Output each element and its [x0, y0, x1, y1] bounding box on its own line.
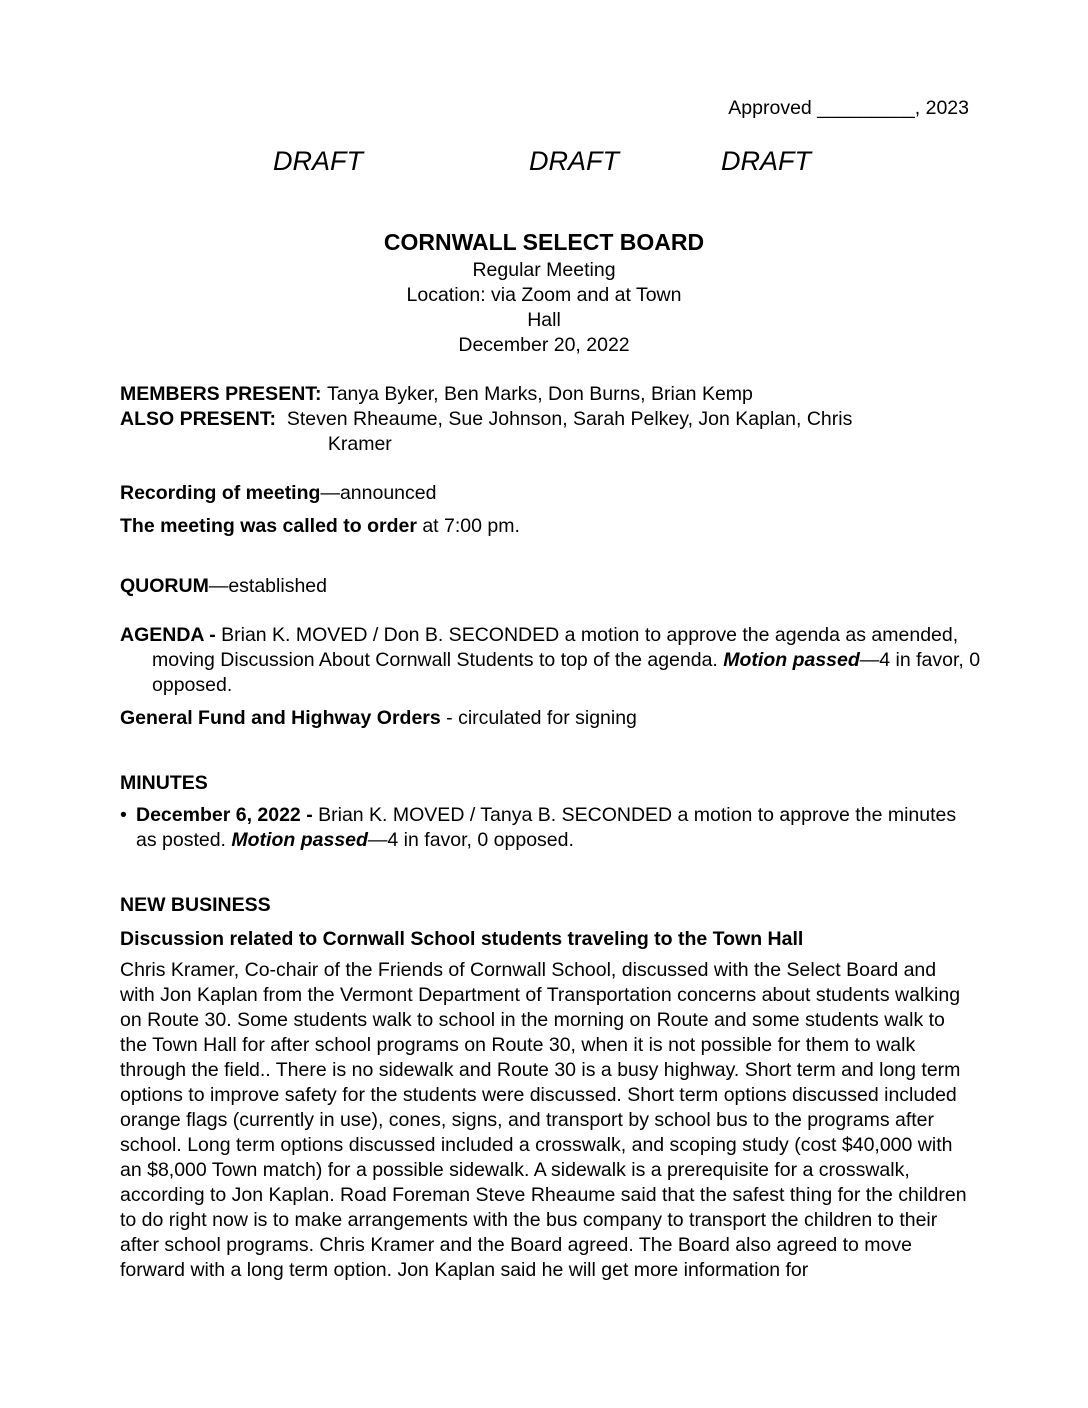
also-present-names [287, 407, 980, 457]
approval-line: Approved _________, 2023 [728, 97, 969, 119]
minutes-item-text [136, 803, 980, 853]
bullet-icon: • [120, 804, 127, 826]
general-fund-label: General Fund and Highway Orders [120, 707, 441, 729]
draft-watermark-3: DRAFT [721, 146, 811, 176]
meeting-location-line-2: Hall [527, 309, 561, 331]
minutes-item-label: December 6, 2022 - [136, 804, 319, 826]
document-header [0, 228, 1088, 358]
meeting-type: Regular Meeting [472, 259, 616, 281]
agenda-motion: Motion passed [723, 649, 860, 671]
agenda-text: Brian K. MOVED / Don B. SECONDED a motion to approve the agenda as amended, moving Discussion About Cornwall Students to top of the agenda. [152, 624, 959, 671]
quorum-note [120, 574, 980, 599]
new-business-body: Chris Kramer, Co-chair of the Friends of Cornwall School, discussed with the Select Board and with Jon Kaplan from the Vermont Department of Transportation concerns about students walking on Route 30. Some students walk to school in the morning on Route and some students walk to the Town Hall for after school programs on Route 30, when it is not possible for them to walk through the field.. There is no sidewalk and Route 30 is a busy highway. Short term and long term options to improve safety for the students were discussed. Short term options discussed included orange flags (currently in use), cones, signs, and transport by school bus to the programs after school. Long term options discussed included a crosswalk, and scoping study (cost $40,000 with an $8,000 Town match) for a possible sidewalk. A sidewalk is a prerequisite for a crosswalk, according to Jon Kaplan. Road Foreman Steve Rheaume said that the safest thing for the children to do right now is to make arrangements with the bus company to transport the children to their after school programs. Chris Kramer and the Board agreed. The Board also agreed to move forward with a long term option. Jon Kaplan said he will get more information for [120, 959, 967, 1281]
meeting-date: December 20, 2022 [458, 334, 630, 356]
agenda-paragraph [120, 623, 1012, 698]
minutes-item-body: Brian K. MOVED / Tanya B. SECONDED a motion to approve the minutes as posted. [136, 804, 957, 851]
minutes-heading: MINUTES [120, 772, 208, 794]
new-business-subheading: Discussion related to Cornwall School students traveling to the Town Hall [120, 928, 804, 950]
members-present-row [120, 382, 980, 407]
call-to-order-note [120, 514, 980, 539]
call-to-order-label: The meeting was called to order [120, 515, 417, 537]
general-fund-text: - circulated for signing [440, 707, 637, 729]
recording-text: —announced [320, 482, 437, 504]
minutes-item [120, 803, 980, 853]
draft-watermark-2: DRAFT [529, 146, 619, 176]
new-business-heading: NEW BUSINESS [120, 894, 271, 916]
meeting-location-line-1: Location: via Zoom and at Town [406, 284, 682, 306]
quorum-label: QUORUM [120, 575, 209, 597]
agenda-result: —4 in favor, 0 opposed. [152, 649, 981, 696]
attendance-section [120, 382, 980, 457]
members-present-names: Tanya Byker, Ben Marks, Don Burns, Brian Kemp [326, 383, 753, 405]
recording-label: Recording of meeting [120, 482, 321, 504]
minutes-motion: Motion passed [231, 829, 368, 851]
also-present-row [120, 407, 980, 457]
also-present-names-line-2: Kramer [327, 433, 392, 455]
members-present-label: MEMBERS PRESENT: [120, 383, 327, 405]
document-title: CORNWALL SELECT BOARD [383, 229, 705, 255]
recording-note [120, 481, 980, 506]
also-present-names-line-1: Steven Rheaume, Sue Johnson, Sarah Pelkey, Jon Kaplan, Chris [286, 408, 853, 430]
quorum-text: —established [208, 575, 327, 597]
general-fund-note [120, 706, 980, 731]
agenda-label: AGENDA - [120, 624, 222, 646]
minutes-result: —4 in favor, 0 opposed. [367, 829, 574, 851]
call-to-order-text: at 7:00 pm. [416, 515, 520, 537]
draft-watermark-1: DRAFT [273, 146, 363, 176]
also-present-label: ALSO PRESENT: [120, 408, 287, 430]
